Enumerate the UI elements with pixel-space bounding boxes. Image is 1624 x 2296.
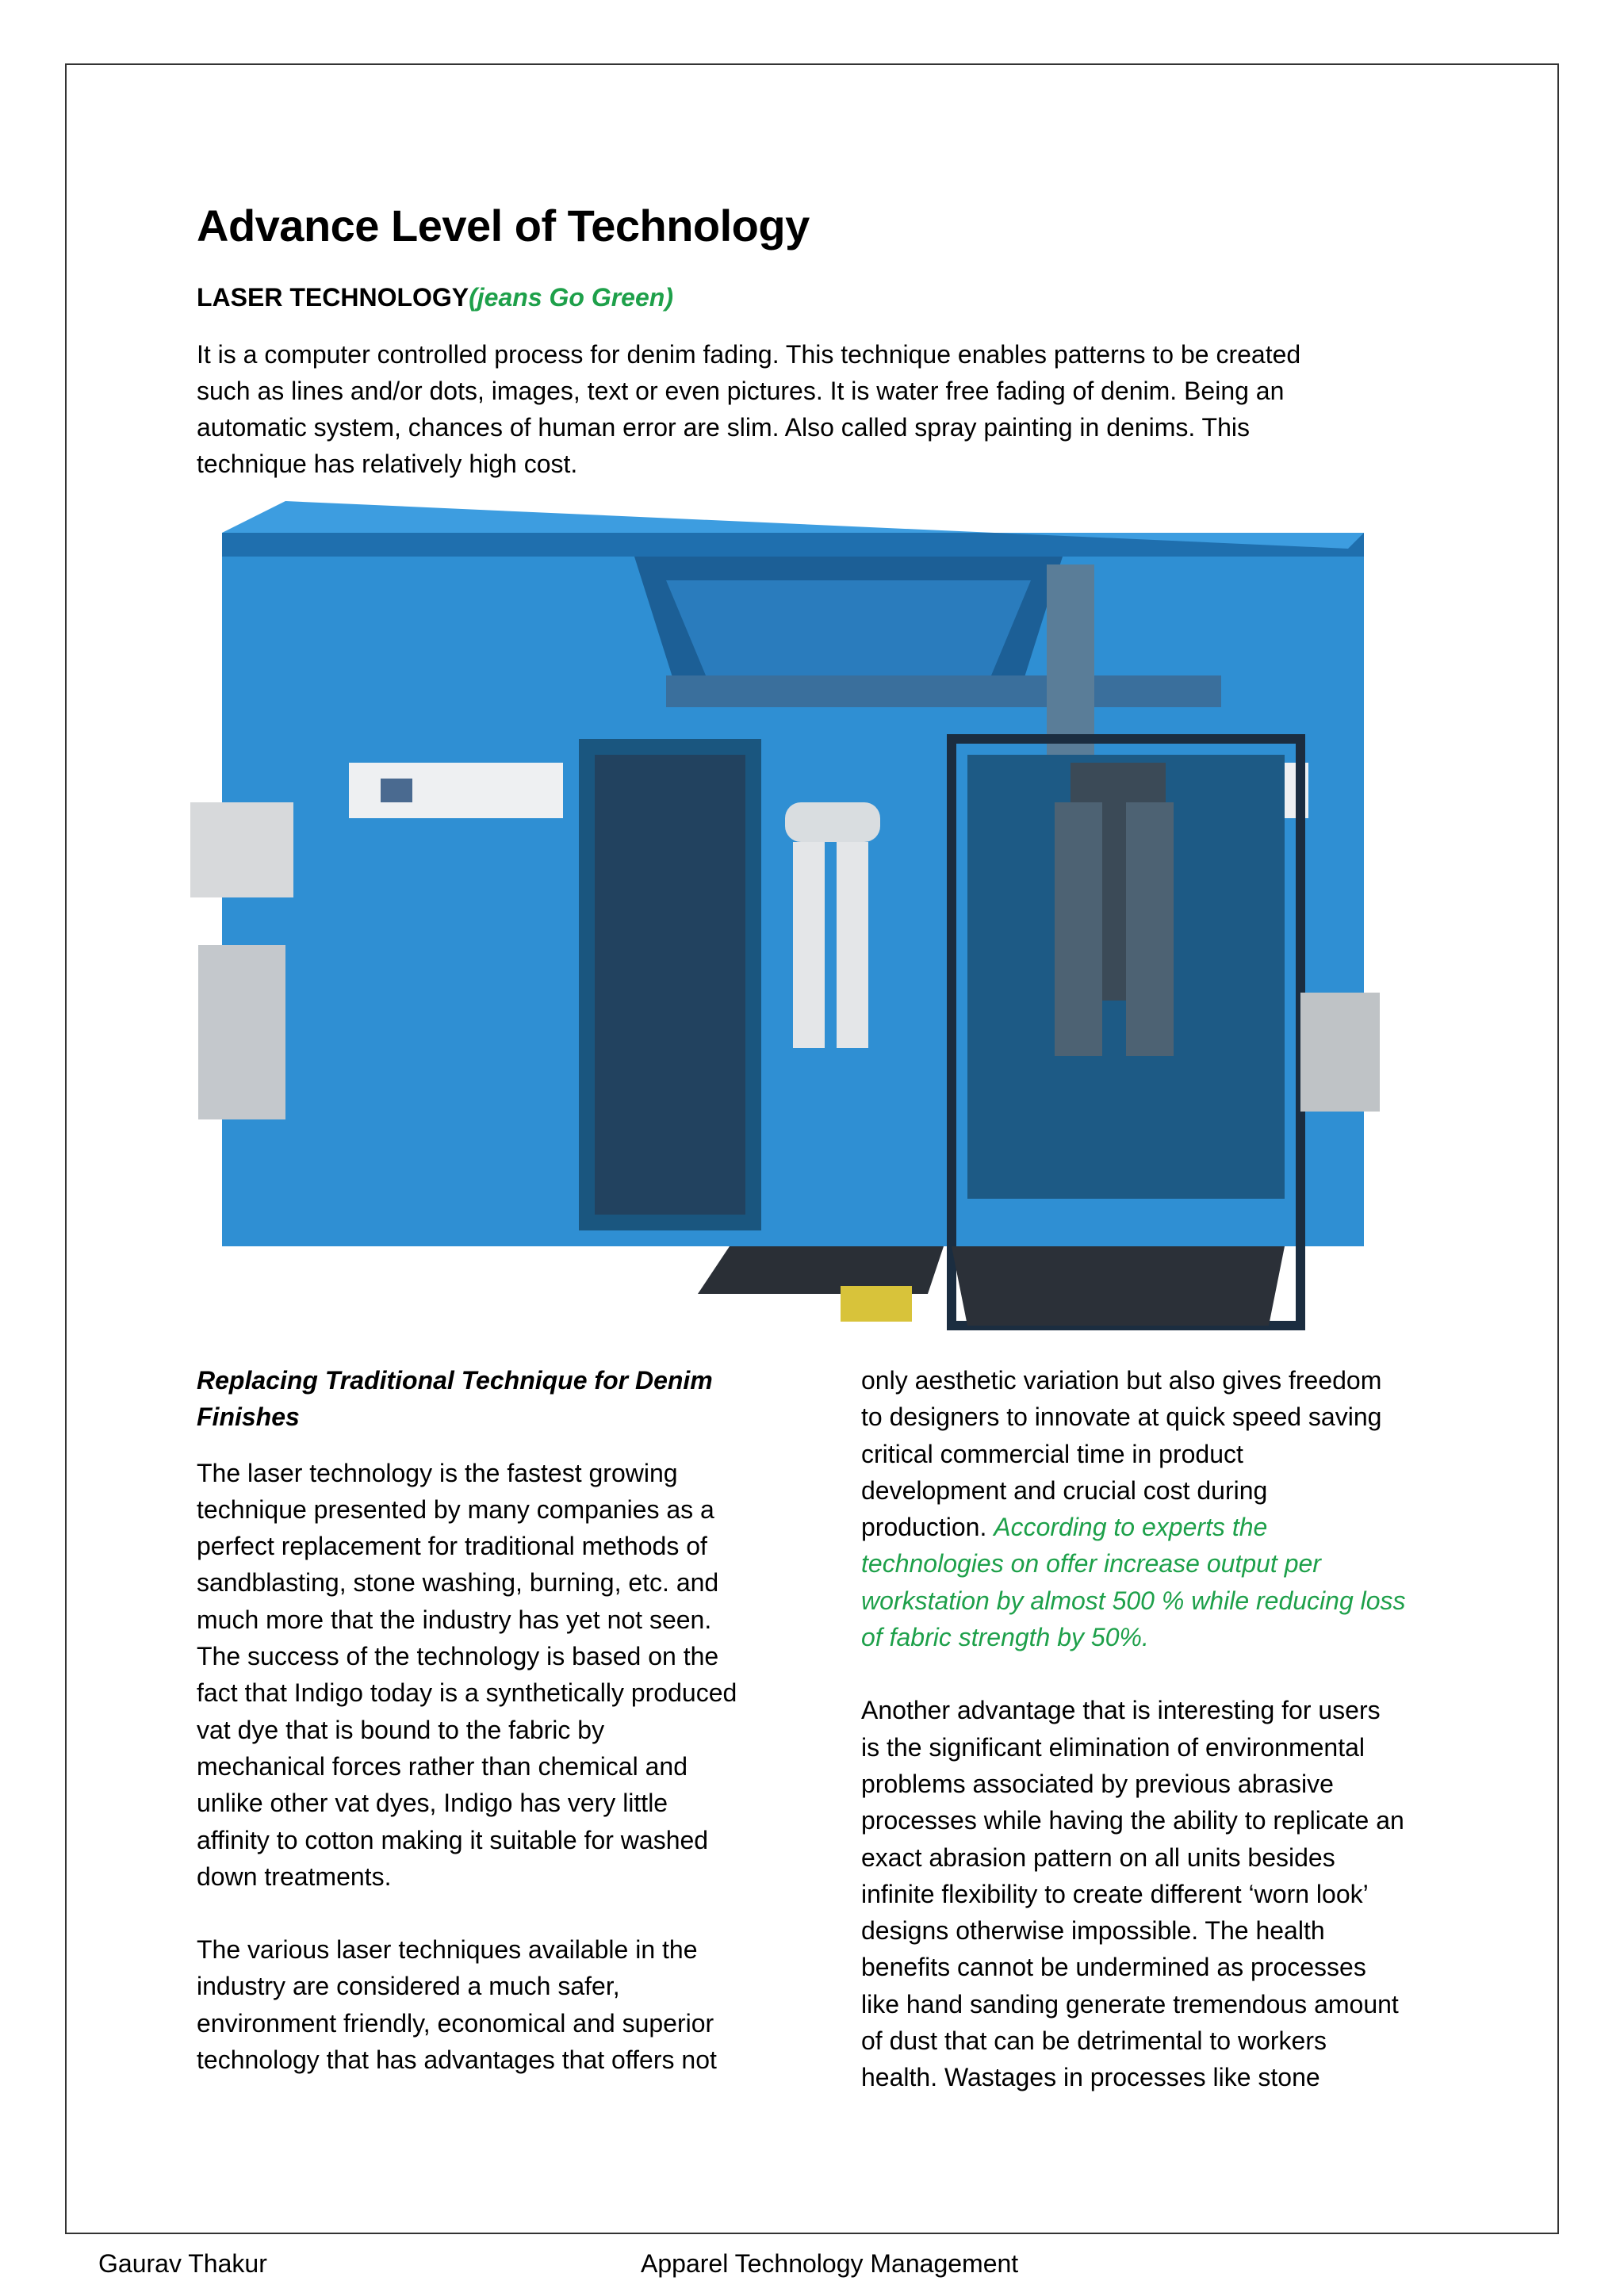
left-column — [197, 1362, 807, 2078]
text-line: benefits cannot be undermined as processes — [861, 1953, 1366, 1982]
text-line: development and crucial cost during — [861, 1475, 1268, 1505]
text-line: The success of the technology is based on the — [197, 1642, 719, 1671]
text-line: affinity to cotton making it suitable for washed — [197, 1825, 709, 1854]
text-line: of dust that can be detrimental to workers — [861, 2026, 1327, 2056]
text-line: problems associated by previous abrasive — [861, 1769, 1334, 1798]
text-line: vat dye that is bound to the fabric by — [197, 1715, 605, 1744]
intro-line: technique has relatively high cost. — [197, 450, 578, 478]
intro-line: automatic system, chances of human error are slim. Also called spray painting in denims. This — [197, 413, 1250, 442]
text-line: designs otherwise impossible. The health — [861, 1916, 1325, 1946]
section-heading — [197, 277, 673, 317]
text-line: perfect replacement for traditional methods of — [197, 1532, 707, 1561]
right-column — [861, 1362, 1480, 2096]
highlight-line: of fabric strength by 50%. — [861, 1623, 1149, 1652]
text-line: The various laser techniques available in the — [197, 1935, 698, 1965]
text-line: much more that the industry has yet not seen. — [197, 1605, 712, 1634]
text-line: The laser technology is the fastest growing — [197, 1458, 678, 1487]
paragraph-gap — [197, 1895, 807, 1931]
text-line: critical commercial time in product — [861, 1439, 1243, 1468]
section-label: LASER TECHNOLOGY — [197, 283, 469, 312]
text-line: production. — [861, 1513, 994, 1542]
sub-heading-line: Replacing Traditional Technique for Denim — [197, 1366, 713, 1395]
text-line: environment friendly, economical and superior — [197, 2008, 714, 2038]
text-line: fact that Indigo today is a synthetically produced — [197, 1678, 737, 1708]
intro-line: It is a computer controlled process for denim fading. This technique enables patterns to be created — [197, 340, 1301, 369]
text-line: technology that has advantages that offers not — [197, 2045, 717, 2075]
text-line: like hand sanding generate tremendous amount — [861, 1989, 1399, 2019]
intro-line: such as lines and/or dots, images, text or even pictures. It is water free fading of denim. Being an — [197, 377, 1285, 405]
body-paragraph — [861, 1362, 1480, 1655]
highlight-text: According to experts the — [994, 1513, 1268, 1542]
text-line: down treatments. — [197, 1862, 392, 1891]
text-line: mechanical forces rather than chemical and — [197, 1751, 688, 1781]
highlight-line: technologies on offer increase output per — [861, 1549, 1321, 1578]
text-line: industry are considered a much safer, — [197, 1972, 620, 2001]
footer-author: Gaurav Thakur — [98, 2249, 267, 2278]
footer-course: Apparel Technology Management — [641, 2249, 1019, 2278]
text-line: to designers to innovate at quick speed saving — [861, 1402, 1382, 1432]
text-line: Another advantage that is interesting for users — [861, 1696, 1381, 1725]
body-paragraph — [197, 1931, 807, 2078]
text-line: infinite flexibility to create different ‘worn look’ — [861, 1879, 1369, 1908]
text-line: unlike other vat dyes, Indigo has very little — [197, 1789, 668, 1818]
text-line: processes while having the ability to replicate an — [861, 1806, 1404, 1835]
body-paragraph — [197, 1455, 807, 1896]
text-line: technique presented by many companies as a — [197, 1494, 714, 1524]
text-line: is the significant elimination of environmental — [861, 1732, 1365, 1762]
sub-heading — [197, 1362, 807, 1436]
laser-machine-photo — [190, 501, 1380, 1343]
text-line: health. Wastages in processes like stone — [861, 2063, 1320, 2092]
text-line: sandblasting, stone washing, burning, etc. and — [197, 1568, 719, 1598]
sub-heading-line: Finishes — [197, 1402, 300, 1432]
paragraph-gap — [861, 1655, 1480, 1692]
text-line: exact abrasion pattern on all units besides — [861, 1843, 1335, 1872]
intro-paragraph — [197, 336, 1465, 482]
body-paragraph — [861, 1692, 1480, 2095]
text-line: only aesthetic variation but also gives freedom — [861, 1366, 1382, 1395]
section-highlight: (jeans Go Green) — [469, 283, 673, 312]
page-title: Advance Level of Technology — [197, 201, 810, 251]
highlight-line: workstation by almost 500 % while reducing loss — [861, 1586, 1406, 1615]
